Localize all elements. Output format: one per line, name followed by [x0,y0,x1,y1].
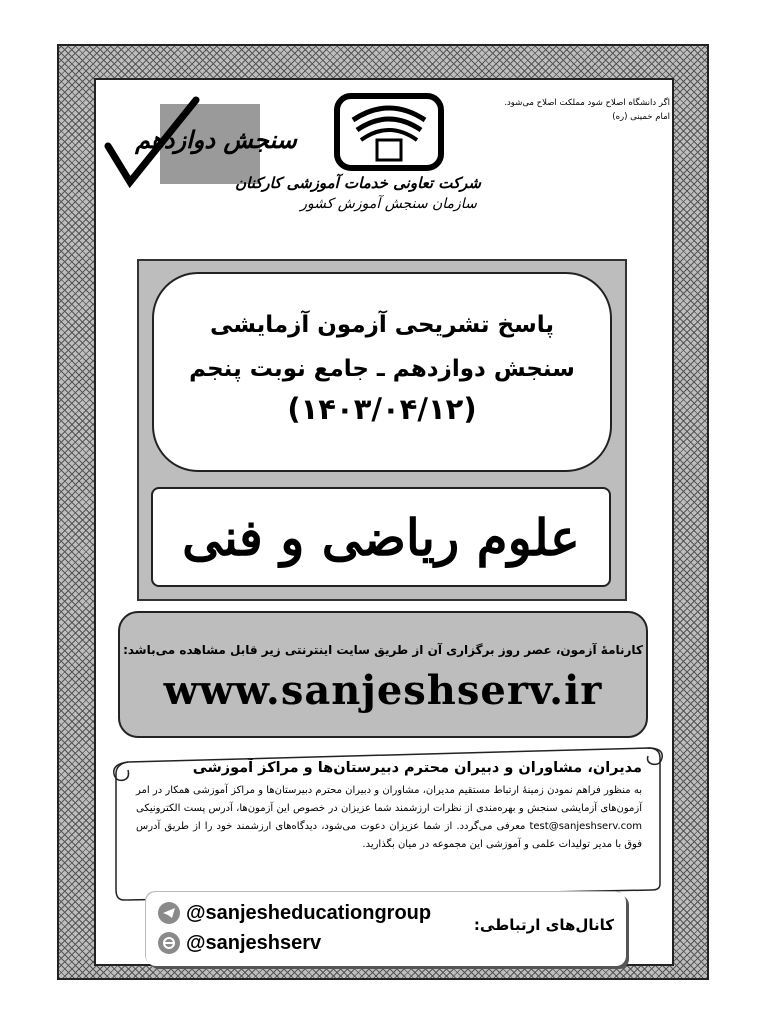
eitaa-icon [158,932,180,954]
notice-body: به منظور فراهم نمودن زمینهٔ ارتباط مستقیم مدیران، مشاوران و دبیران محترم دبیرستان‌ها و مراکز آموزشی همکار در امر آزمون‌های آزمایشی سنجش و بهره‌مندی از نظرات ارزشمند شما عزیزان در خصوص این آزمون‌ها، آدرس پست الکترونیکی test@sanjeshserv.com معرفی می‌گردد. از شما عزیزان دعوت می‌شود، دیدگاه‌های ارزشمند خود را از طریق آدرس فوق با مدیر تولیدات علمی و آموزشی این مجموعه در میان بگذارید. [136,785,642,850]
left-logo-text: سنجش دوازدهم [135,125,297,154]
header-quote [470,96,670,124]
quote-text: اگر دانشگاه اصلاح شود مملکت اصلاح می‌شود. [504,98,670,108]
quote-author: امام خمینی (ره) [612,112,670,122]
eitaa-handle: @sanjeshserv [186,931,322,954]
subject-title: علوم ریاضی و فنی [182,508,580,567]
telegram-channel-link[interactable] [158,900,431,926]
report-card-note: کارنامهٔ آزمون، عصر روز برگزاری آن از طریق سایت اینترنتی زیر قابل مشاهده می‌باشد: [123,643,643,657]
title-box [152,272,612,472]
org-name-line2: سازمان سنجش آموزش کشور [300,196,477,212]
exam-title-line1: پاسخ تشریحی آزمون آزمایشی [209,312,555,338]
organization-logo [235,92,481,242]
exam-date: (۱۴۰۳/۰۴/۱۲) [287,392,477,426]
exam-title-line2: سنجش دوازدهم ـ جامع نوبت پنجم [189,356,575,382]
telegram-handle: @sanjesheducationgroup [186,901,432,924]
notice-scroll [108,744,664,904]
website-panel [118,611,648,738]
telegram-icon [158,902,180,924]
org-name-line1: شرکت تعاونی خدمات آموزشی کارکنان [235,174,481,192]
eitaa-channel-link[interactable] [158,930,321,956]
channels-label: کانال‌های ارتباطی: [473,916,614,934]
notice-content [136,760,642,854]
notice-title: مدیران، مشاوران و دبیران محترم دبیرستان‌ها و مراکز آموزشی [192,760,642,776]
subject-box [151,487,611,587]
website-link[interactable]: www.sanjeshserv.ir [163,667,603,714]
contact-channels-box [146,892,626,966]
book-emblem-icon [333,92,445,172]
